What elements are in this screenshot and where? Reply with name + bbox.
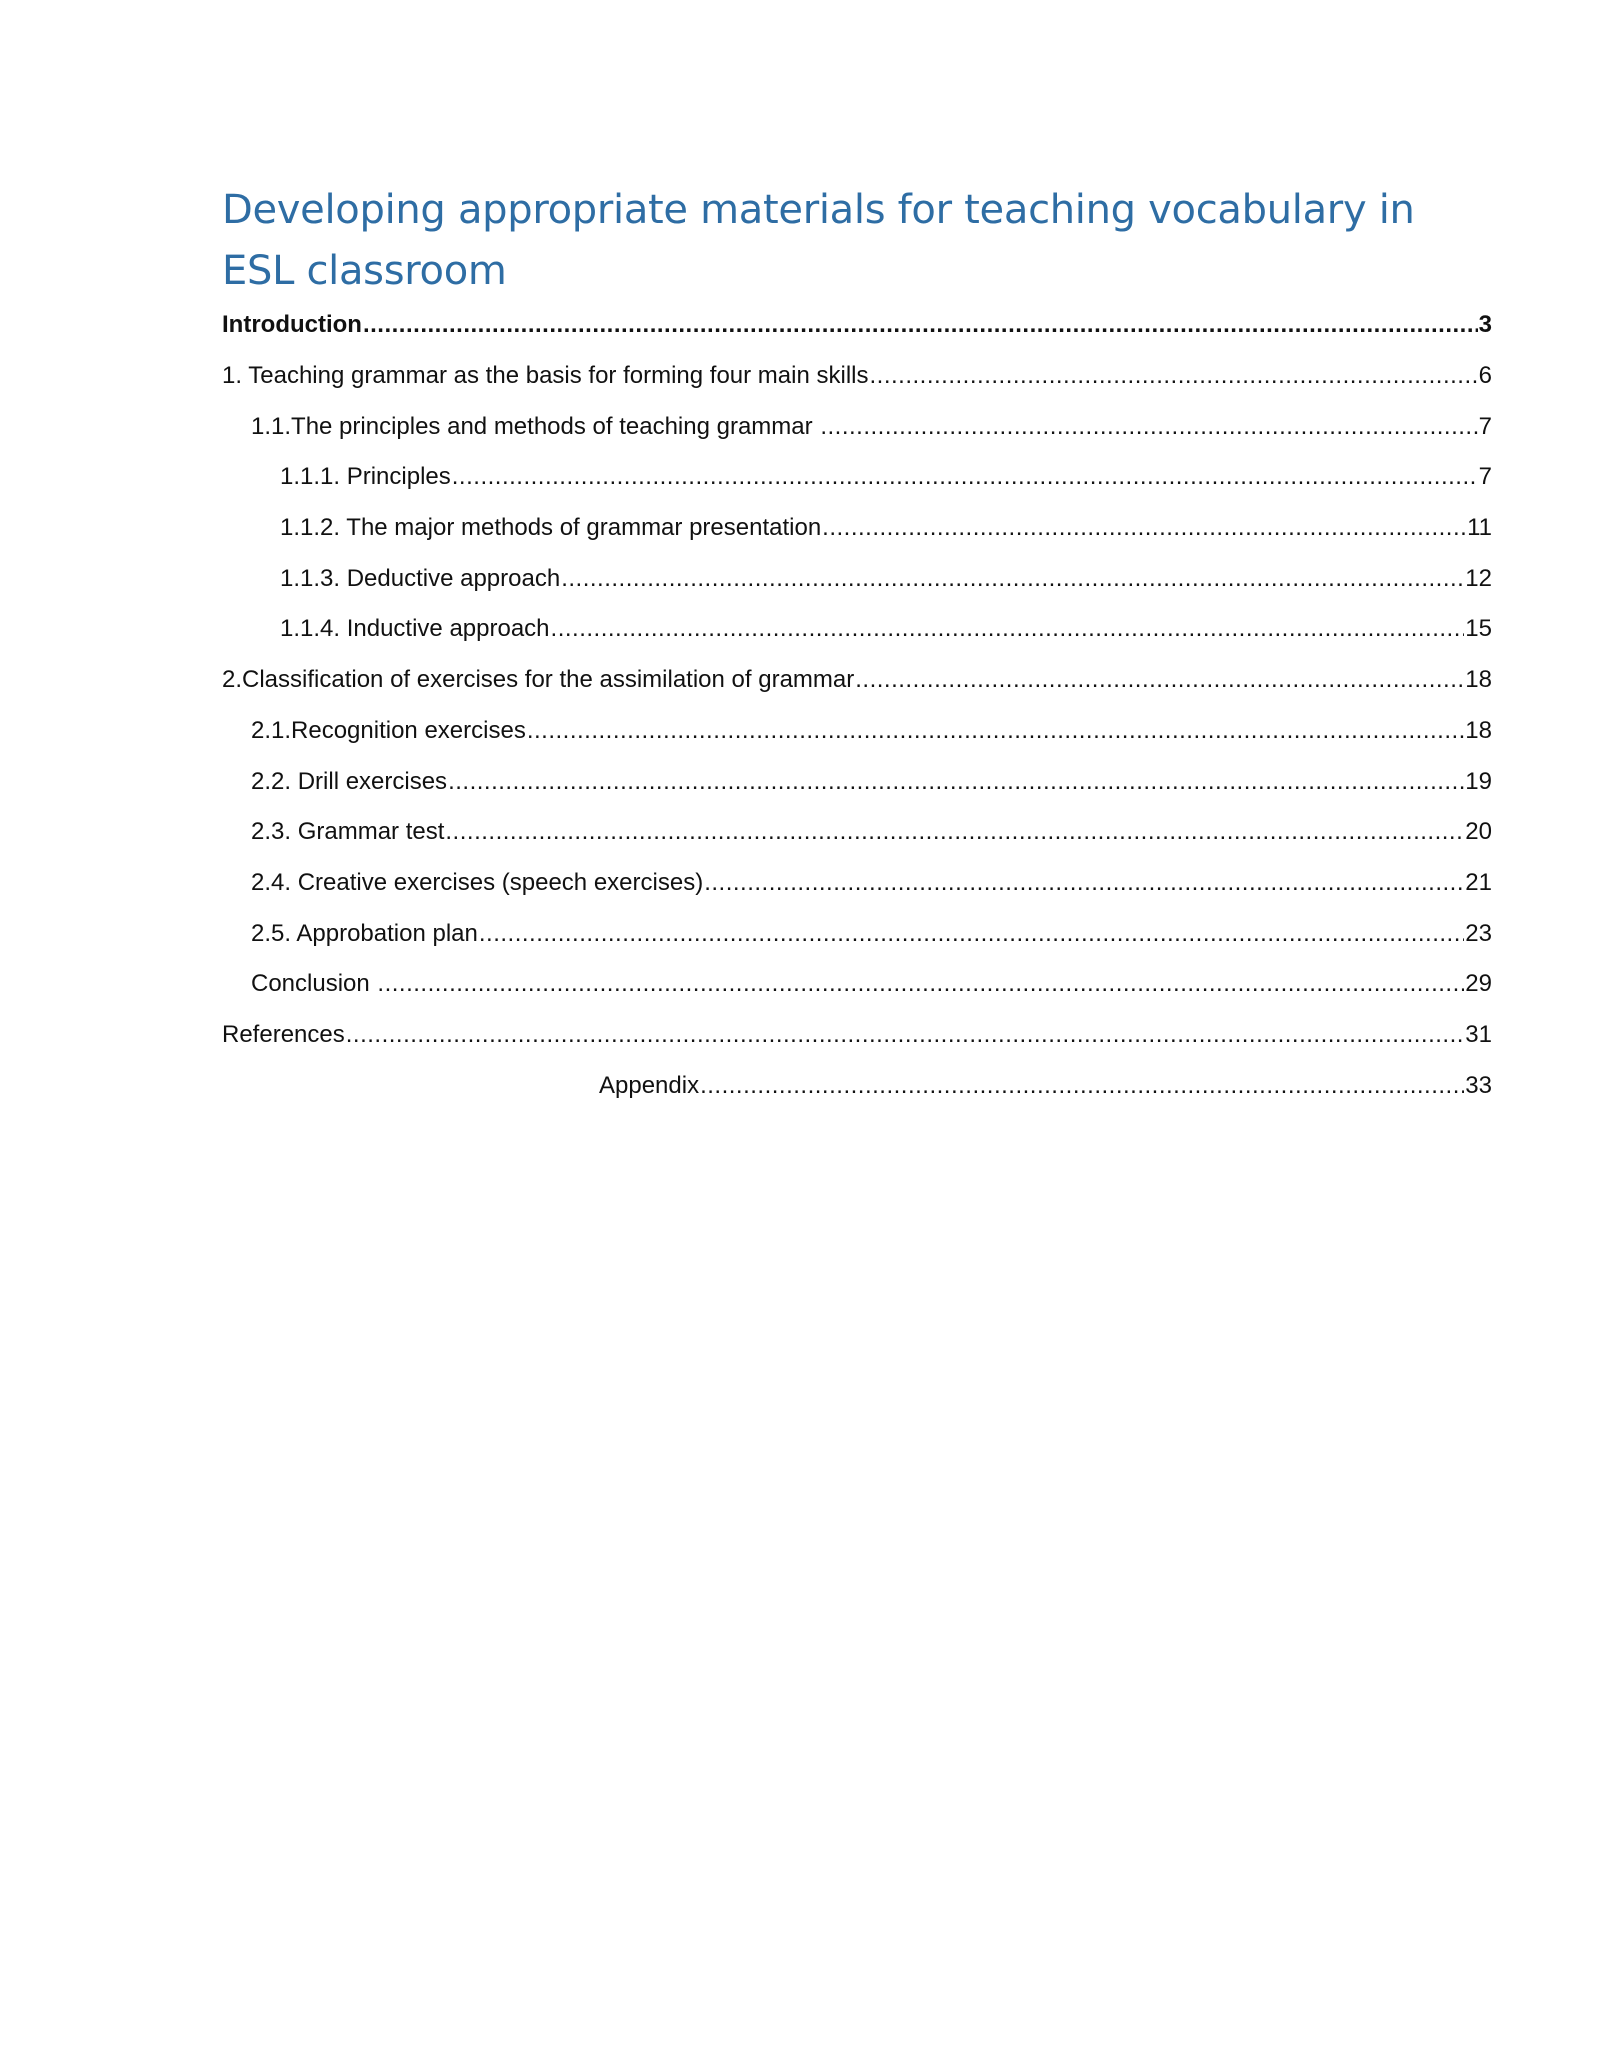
toc-entry-label: 2.Classification of exercises for the assimilation of grammar [222, 666, 855, 694]
toc-dot-leader [561, 565, 1464, 593]
toc-entry-label: Conclusion [251, 970, 377, 998]
toc-entry-section-1-1-2[interactable] [222, 503, 1492, 554]
toc-entry-label: 1.1.4. Inductive approach [280, 615, 550, 643]
toc-dot-leader [700, 1072, 1464, 1100]
toc-dot-leader [551, 615, 1465, 643]
toc-entry-label: 1. Teaching grammar as the basis for forming four main skills [222, 362, 869, 390]
table-of-contents [222, 300, 1492, 1111]
toc-dot-leader [445, 818, 1464, 846]
toc-entry-label: Appendix [599, 1071, 700, 1099]
toc-entry-label: 1.1.The principles and methods of teaching grammar [251, 412, 820, 440]
toc-entry-label: Introduction [222, 311, 362, 339]
toc-entry-page: 18 [1465, 716, 1492, 744]
toc-entry-label: 1.1.2. The major methods of grammar presentation [280, 514, 822, 542]
toc-dot-leader [479, 920, 1464, 948]
toc-entry-page: 18 [1465, 666, 1492, 694]
toc-entry-page: 7 [1478, 412, 1492, 440]
toc-entry-page: 15 [1465, 615, 1492, 643]
toc-entry-section-1-1-1[interactable] [222, 452, 1492, 503]
toc-entry-page: 20 [1465, 818, 1492, 846]
toc-entry-label: 1.1.3. Deductive approach [280, 564, 561, 592]
toc-entry-conclusion[interactable] [222, 959, 1492, 1010]
toc-entry-page: 33 [1465, 1071, 1492, 1099]
toc-entry-page: 21 [1465, 868, 1492, 896]
toc-dot-leader [377, 970, 1464, 998]
toc-entry-label: References [222, 1020, 345, 1048]
toc-entry-section-1-1-3[interactable] [222, 553, 1492, 604]
toc-dot-leader [855, 666, 1464, 694]
toc-dot-leader [820, 413, 1477, 441]
toc-entry-section-2-1[interactable] [222, 706, 1492, 757]
toc-entry-page: 11 [1467, 514, 1492, 542]
toc-dot-leader [346, 1021, 1465, 1049]
toc-entry-section-2-2[interactable] [222, 756, 1492, 807]
toc-entry-section-2-3[interactable] [222, 807, 1492, 858]
toc-entry-appendix[interactable] [222, 1060, 1492, 1111]
toc-entry-section-1-1-4[interactable] [222, 604, 1492, 655]
toc-entry-label: 2.4. Creative exercises (speech exercises) [251, 868, 704, 896]
toc-entry-label: 2.1.Recognition exercises [251, 716, 526, 744]
toc-entry-page: 23 [1465, 919, 1492, 947]
toc-dot-leader [363, 311, 1478, 339]
toc-entry-label: 2.3. Grammar test [251, 818, 445, 846]
toc-entry-page: 7 [1478, 463, 1492, 491]
toc-entry-section-1[interactable] [222, 351, 1492, 402]
toc-entry-label: 1.1.1. Principles [280, 463, 451, 491]
toc-entry-page: 3 [1478, 311, 1492, 339]
toc-entry-page: 12 [1465, 564, 1492, 592]
toc-entry-label: 2.5. Approbation plan [251, 919, 478, 947]
toc-entry-page: 6 [1478, 362, 1492, 390]
toc-dot-leader [822, 514, 1466, 542]
toc-entry-page: 29 [1465, 970, 1492, 998]
toc-entry-references[interactable] [222, 1010, 1492, 1061]
toc-entry-section-2-5[interactable] [222, 908, 1492, 959]
toc-dot-leader [527, 717, 1464, 745]
document-title: Developing appropriate materials for teaching vocabulary in ESL classroom [222, 187, 1415, 294]
toc-entry-section-2-4[interactable] [222, 858, 1492, 909]
toc-entry-introduction[interactable] [222, 300, 1492, 351]
toc-entry-page: 31 [1465, 1020, 1492, 1048]
toc-entry-section-1-1[interactable] [222, 401, 1492, 452]
toc-dot-leader [452, 463, 1478, 491]
toc-entry-page: 19 [1465, 767, 1492, 795]
toc-dot-leader [870, 362, 1478, 390]
toc-entry-label: 2.2. Drill exercises [251, 767, 448, 795]
toc-dot-leader [704, 869, 1464, 897]
toc-entry-section-2[interactable] [222, 655, 1492, 706]
toc-dot-leader [448, 768, 1464, 796]
